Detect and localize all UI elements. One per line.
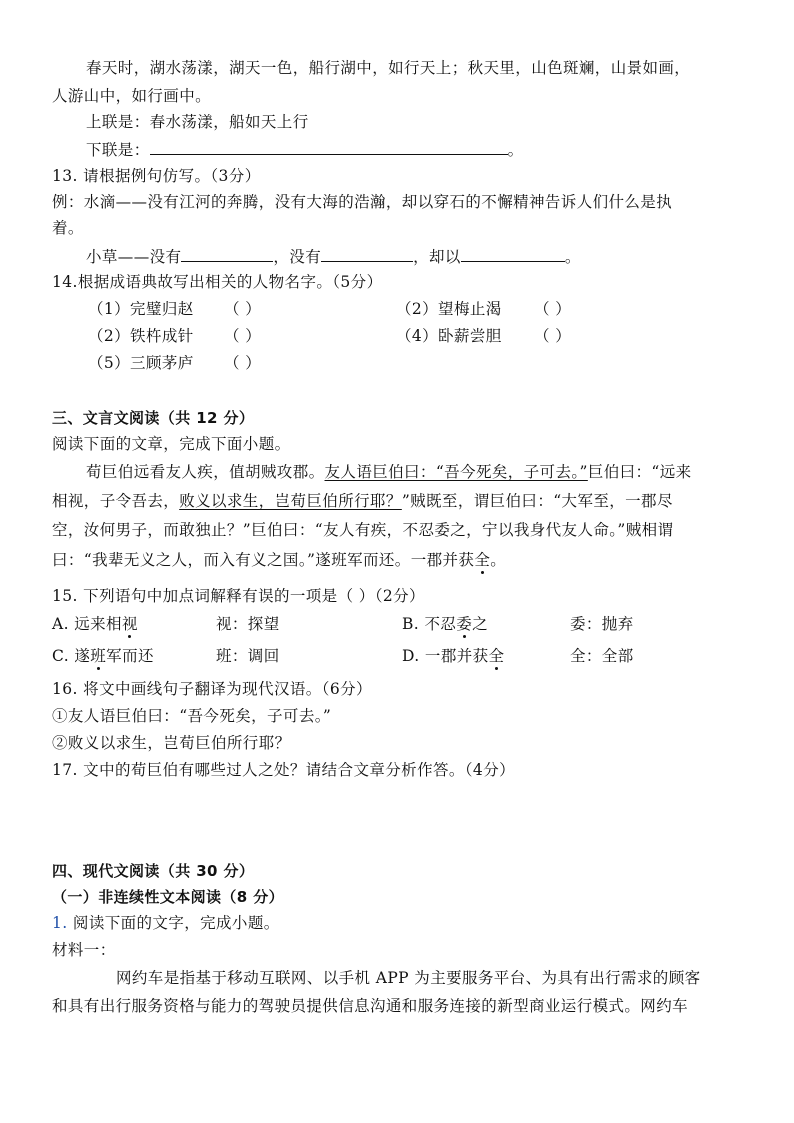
q15-b-text: B. 不忍 [402, 615, 457, 633]
q13-blank-2[interactable] [321, 246, 413, 262]
q14-item-1-answer[interactable]: （ ） [224, 300, 262, 318]
q14-item-3 [88, 326, 262, 346]
section4-q1 [52, 913, 752, 933]
q15-option-d[interactable] [402, 646, 582, 666]
q14-title: 14.根据成语典故写出相关的人物名字。（5分） [52, 273, 383, 291]
classical-text-4b: 。 [490, 551, 507, 569]
couplet-lower-label: 下联是： [86, 141, 150, 159]
couplet-upper: 上联是：春水荡漾，船如天上行 [86, 113, 309, 131]
classical-text-1b: 巨伯曰：“远来 [587, 463, 692, 481]
q14-item-5-label: （5）三顾茅庐 [88, 354, 194, 372]
q15-option-d-explain: 全：全部 [570, 647, 634, 665]
couplet-lower-blank[interactable] [150, 139, 508, 155]
classical-text-line4 [52, 550, 752, 570]
q16-sentence-1: ①友人语巨伯曰：“吾今死矣，子可去。” [52, 707, 332, 725]
q15-b-text-post: 之 [472, 615, 489, 633]
q13-example-line2: 着。 [52, 219, 84, 237]
q13-text-d: 。 [564, 248, 581, 266]
q13-text-a: 小草——没有 [86, 248, 182, 266]
q13-blank-1[interactable] [181, 246, 273, 262]
q13-text-c: ，却以 [413, 248, 461, 266]
q15-title: 15. 下列语句中加点词解释有误的一项是（ ）（2分） [52, 587, 425, 605]
q15-d-dotted: 全 [488, 647, 505, 665]
q14-item-3-answer[interactable]: （ ） [224, 327, 262, 345]
q1-text: 阅读下面的文字，完成小题。 [67, 914, 280, 932]
q13-title: 13. 请根据例句仿写。（3分） [52, 167, 261, 185]
q15-option-c-explain: 班：调回 [216, 647, 280, 665]
q15-option-b[interactable] [402, 614, 582, 634]
q15-c-text: C. 遂 [52, 647, 91, 665]
q14-item-2-label: （2）望梅止渴 [396, 300, 502, 318]
classical-text-line1 [86, 462, 786, 482]
section4-heading: 四、现代文阅读（共 30 分） [52, 862, 255, 880]
q15-option-a-explain: 视：探望 [216, 615, 280, 633]
material-para-line1: 网约车是指基于移动互联网、以手机 APP 为主要服务平台、为具有出行需求的顾客 [116, 969, 701, 987]
section3-heading: 三、文言文阅读（共 12 分） [52, 409, 255, 427]
q14-item-4 [396, 326, 572, 346]
q14-item-1 [88, 299, 262, 319]
underlined-sentence-2: 败义以求生，岂荀巨伯所行耶？ [179, 492, 402, 510]
q13-blank-3[interactable] [461, 246, 565, 262]
couplet-lower-end: 。 [507, 141, 524, 159]
q15-d-text: D. 一郡并获 [402, 647, 489, 665]
q14-item-2 [396, 299, 572, 319]
q1-number: 1. [52, 914, 68, 932]
q15-a-text: A. 远来相 [52, 615, 122, 633]
classical-text-line2 [52, 491, 752, 511]
q14-item-4-label: （4）卧薪尝胆 [396, 327, 502, 345]
section4-subheading: （一）非连续性文本阅读（8 分） [52, 888, 285, 906]
classical-text-4a: 曰：“我辈无义之人，而入有义之国。”遂班军而还。一郡并获 [52, 551, 475, 569]
couplet-lower [86, 139, 786, 160]
dotted-char-quan: 全 [474, 551, 491, 569]
q14-item-5 [88, 353, 262, 373]
q14-item-1-label: （1）完璧归赵 [88, 300, 194, 318]
material-label: 材料一： [52, 941, 116, 959]
q14-item-3-label: （2）铁杵成针 [88, 327, 194, 345]
q17-title: 17. 文中的荀巨伯有哪些过人之处？请结合文章分析作答。（4分） [52, 761, 515, 779]
q13-example-line1: 例：水滴——没有江河的奔腾，没有大海的浩瀚，却以穿石的不懈精神告诉人们什么是执 [52, 193, 673, 211]
classical-text-1a: 荀巨伯远看友人疾，值胡贼攻郡。 [86, 463, 325, 481]
q15-b-dotted: 委 [456, 615, 473, 633]
classical-text-2a: 相视，子令吾去， [52, 492, 180, 510]
q14-item-5-answer[interactable]: （ ） [224, 354, 262, 372]
couplet-passage-line1: 春天时，湖水荡漾，湖天一色，船行湖中，如行天上；秋天里，山色斑斓，山景如画， [86, 59, 691, 77]
underlined-sentence-1: 友人语巨伯曰：“吾今死矣，子可去。” [324, 463, 588, 481]
classical-text-line3: 空，汝何男子，而敢独止？”巨伯曰：“友人有疾，不忍委之，宁以我身代友人命。”贼相谓 [52, 521, 674, 539]
q16-sentence-2: ②败义以求生，岂荀巨伯所行耶？ [52, 734, 291, 752]
material-para-line2: 和具有出行服务资格与能力的驾驶员提供信息沟通和服务连接的新型商业运行模式。网约车 [52, 997, 689, 1015]
section3-intro: 阅读下面的文章，完成下面小题。 [52, 435, 291, 453]
q15-option-b-explain: 委：抛弃 [570, 615, 634, 633]
q16-title: 16. 将文中画线句子翻译为现代汉语。（6分） [52, 680, 372, 698]
couplet-passage-line2: 人游山中，如行画中。 [52, 87, 212, 105]
q15-c-text-post: 军而还 [106, 647, 154, 665]
q14-item-2-answer[interactable]: （ ） [534, 300, 572, 318]
q15-c-dotted: 班 [90, 647, 107, 665]
classical-text-2b: ”贼既至，谓巨伯曰：“大军至，一郡尽 [401, 492, 673, 510]
q13-text-b: ，没有 [273, 248, 322, 266]
q14-item-4-answer[interactable]: （ ） [534, 327, 572, 345]
q13-answer [86, 246, 786, 267]
q15-a-dotted: 视 [121, 615, 138, 633]
